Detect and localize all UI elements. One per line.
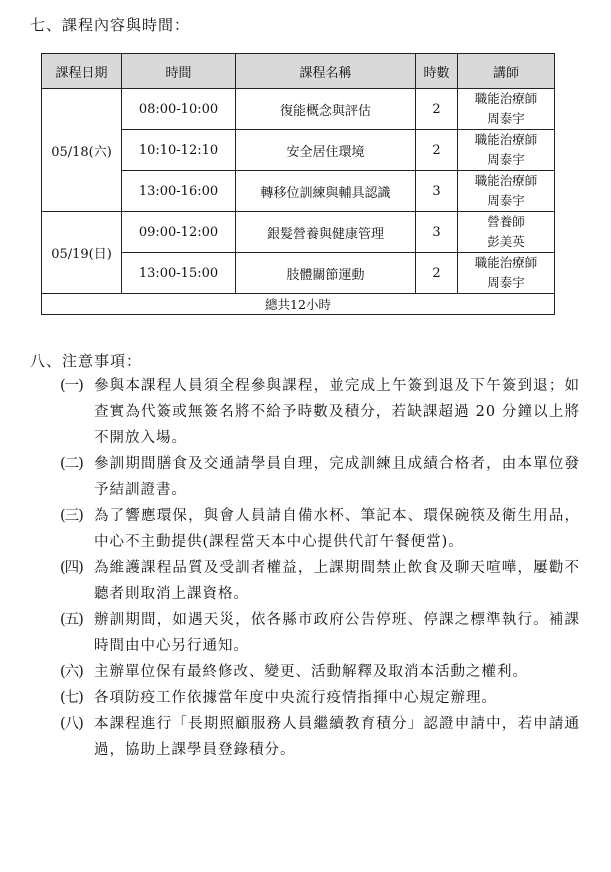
hours-cell: 2 — [416, 89, 458, 130]
table-total-row — [42, 294, 555, 315]
instructor-title: 職能治療師 — [474, 132, 538, 147]
table-header-row — [42, 54, 555, 89]
note-number: (五) — [60, 612, 83, 628]
instructor-name: 彭美英 — [487, 234, 525, 249]
instructor-cell — [458, 130, 555, 171]
header-date: 課程日期 — [42, 54, 122, 89]
notes-list — [60, 373, 580, 763]
instructor-name: 周泰宇 — [487, 111, 525, 126]
note-text: 辦訓期間，如遇天災，依各縣市政府公告停班、停課之標準執行。補課時間由中心另行通知。 — [94, 612, 580, 654]
hours-cell: 2 — [416, 130, 458, 171]
instructor-name: 周泰宇 — [487, 152, 525, 167]
instructor-cell — [458, 212, 555, 253]
instructor-title: 職能治療師 — [474, 91, 538, 106]
note-number: (二) — [60, 456, 83, 472]
time-cell: 08:00-10:00 — [122, 89, 236, 130]
instructor-cell — [458, 171, 555, 212]
date-cell: 05/18(六) — [42, 89, 122, 212]
list-item — [60, 503, 580, 555]
note-number: (七) — [60, 690, 83, 706]
header-hours: 時數 — [416, 54, 458, 89]
total-hours-cell: 總共12小時 — [42, 294, 555, 315]
section-7-title: 七、課程內容與時間： — [30, 16, 191, 34]
note-number: (八) — [60, 716, 83, 732]
list-item — [60, 711, 580, 763]
time-cell: 13:00-15:00 — [122, 253, 236, 294]
instructor-title: 營養師 — [487, 214, 525, 229]
note-text: 本課程進行「長期照顧服務人員繼續教育積分」認證申請中，若申請通過，協助上課學員登錄積分。 — [94, 716, 580, 758]
instructor-title: 職能治療師 — [474, 173, 538, 188]
section-8-title: 八、注意事項： — [30, 352, 143, 370]
course-cell: 安全居住環境 — [236, 130, 416, 171]
course-cell: 復能概念與評估 — [236, 89, 416, 130]
note-text: 各項防疫工作依據當年度中央流行疫情指揮中心規定辦理。 — [94, 690, 497, 706]
note-text: 為維護課程品質及受訓者權益，上課期間禁止飲食及聊天喧嘩，屢勸不聽者則取消上課資格。 — [94, 560, 580, 602]
time-cell: 09:00-12:00 — [122, 212, 236, 253]
table-row — [42, 212, 555, 253]
time-cell: 13:00-16:00 — [122, 171, 236, 212]
list-item — [60, 607, 580, 659]
instructor-cell — [458, 89, 555, 130]
note-text: 參訓期間膳食及交通請學員自理，完成訓練且成績合格者，由本單位發予結訓證書。 — [94, 456, 580, 498]
instructor-name: 周泰宇 — [487, 275, 525, 290]
list-item — [60, 685, 580, 711]
list-item — [60, 555, 580, 607]
course-cell: 轉移位訓練與輔具認識 — [236, 171, 416, 212]
date-cell: 05/19(日) — [42, 212, 122, 294]
hours-cell: 3 — [416, 171, 458, 212]
instructor-cell — [458, 253, 555, 294]
note-text: 主辦單位保有最終修改、變更、活動解釋及取消本活動之權利。 — [94, 664, 528, 680]
table-row — [42, 89, 555, 130]
header-course: 課程名稱 — [236, 54, 416, 89]
course-schedule-table — [41, 53, 555, 315]
course-cell: 肢體關節運動 — [236, 253, 416, 294]
hours-cell: 3 — [416, 212, 458, 253]
hours-cell: 2 — [416, 253, 458, 294]
header-instructor: 講師 — [458, 54, 555, 89]
list-item — [60, 451, 580, 503]
note-text: 參與本課程人員須全程參與課程，並完成上午簽到退及下午簽到退；如查實為代簽或無簽名將不給予時數及積分，若缺課超過 20 分鐘以上將不開放入場。 — [94, 378, 580, 446]
note-number: (六) — [60, 664, 83, 680]
instructor-name: 周泰宇 — [487, 193, 525, 208]
course-cell: 銀髮營養與健康管理 — [236, 212, 416, 253]
note-number: (三) — [60, 508, 83, 524]
time-cell: 10:10-12:10 — [122, 130, 236, 171]
instructor-title: 職能治療師 — [474, 255, 538, 270]
list-item — [60, 659, 580, 685]
header-time: 時間 — [122, 54, 236, 89]
note-text: 為了響應環保，與會人員請自備水杯、筆記本、環保碗筷及衛生用品，中心不主動提供(課程當天本中心提供代訂午餐便當)。 — [94, 508, 580, 550]
note-number: (四) — [60, 560, 83, 576]
list-item — [60, 373, 580, 451]
note-number: (一) — [60, 378, 83, 394]
